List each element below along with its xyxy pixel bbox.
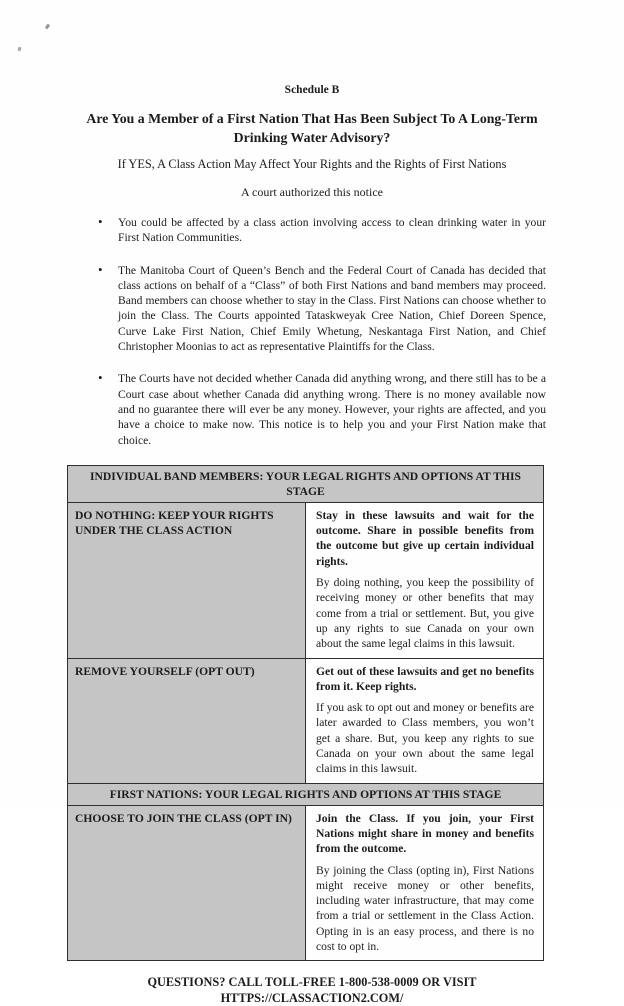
- first-nations-section-header: FIRST NATIONS: YOUR LEGAL RIGHTS AND OPTIONS AT THIS STAGE: [68, 783, 544, 805]
- court-authorization-note: A court authorized this notice: [241, 185, 383, 199]
- option-detail: By doing nothing, you keep the possibility of receiving money or other benefits that may come from a trial or settlement. But, you give up any rights to sue Canada on your own about the same legal claims in this lawsuit.: [316, 576, 534, 651]
- option-summary: Stay in these lawsuits and wait for the outcome. Share in possible benefits from the outcome but give up certain individual rights.: [316, 508, 534, 568]
- bullet-item: • The Courts have not decided whether Canada did anything wrong, and there still has to be a Court case about whether Canada did anything wrong. There is no money available now and no guarantee there will ever be any money. However, your rights are affected, and you have a choice to make now. This notice is to help you and your First Nation make that choice.: [98, 371, 546, 447]
- contact-footer: [0, 975, 624, 1006]
- option-do-nothing-cell: DO NOTHING: KEEP YOUR RIGHTS UNDER THE CLASS ACTION: [68, 502, 306, 658]
- bullet-item: • You could be affected by a class action involving access to clean drinking water in your First Nation Communities.: [98, 215, 546, 246]
- scan-artifact-mark: [17, 47, 21, 52]
- option-opt-out-cell: REMOVE YOURSELF (OPT OUT): [68, 658, 306, 783]
- notice-bullet-list: [85, 215, 546, 448]
- option-detail: By joining the Class (opting in), First Nations might receive money or other benefits, including water infrastructure, that may come from a trial or settlement in the Class Action. Opting in is an easy process, and there is no cost to opt in.: [316, 863, 534, 953]
- option-opt-out-description: [306, 658, 544, 783]
- option-do-nothing-description: [306, 502, 544, 658]
- band-members-section-header: INDIVIDUAL BAND MEMBERS: YOUR LEGAL RIGHTS AND OPTIONS AT THIS STAGE: [68, 465, 544, 502]
- footer-phone-line: QUESTIONS? CALL TOLL-FREE 1-800-538-0009 OR VISIT: [147, 975, 477, 990]
- page-title: Are You a Member of a First Nation That Has Been Subject To A Long-Term Drinking Water Advisory?: [86, 111, 538, 145]
- option-summary: Join the Class. If you join, your First Nations might share in money and benefits from the outcome.: [316, 811, 534, 856]
- table-section-header-row: [68, 465, 544, 502]
- table-section-header-row: [68, 783, 544, 805]
- table-row: [68, 502, 544, 658]
- legal-rights-options-table: [67, 465, 544, 961]
- option-opt-in-description: [306, 805, 544, 961]
- option-detail: If you ask to opt out and money or benefits are later awarded to Class members, you won’t get a share. But, you keep any rights to sue Canada on your own about the same legal claims in this lawsuit.: [316, 701, 534, 776]
- scan-artifact-mark: [45, 24, 50, 30]
- footer-url-line: HTTPS://CLASSACTION2.COM/: [220, 990, 404, 1005]
- bullet-item: • The Manitoba Court of Queen’s Bench and the Federal Court of Canada has decided that class actions on behalf of a “Class” of both First Nations and band members may proceed. Band members can choose whether to stay in the Class. First Nations can choose whether to join the Class. The Courts appointed Tataskweyak Cree Nation, Chief Doreen Spence, Curve Lake First Nation, Chief Emily Whetung, Neskantaga First Nation, and Chief Christopher Moonias to act as representative Plaintiffs for the Class.: [98, 263, 546, 355]
- option-summary: Get out of these lawsuits and get no benefits from it. Keep rights.: [316, 664, 534, 693]
- schedule-label: Schedule B: [284, 84, 340, 96]
- page-subtitle: If YES, A Class Action May Affect Your Rights and the Rights of First Nations: [117, 157, 507, 171]
- table-row: [68, 805, 544, 961]
- table-row: [68, 658, 544, 783]
- option-opt-in-cell: CHOOSE TO JOIN THE CLASS (OPT IN): [68, 805, 306, 961]
